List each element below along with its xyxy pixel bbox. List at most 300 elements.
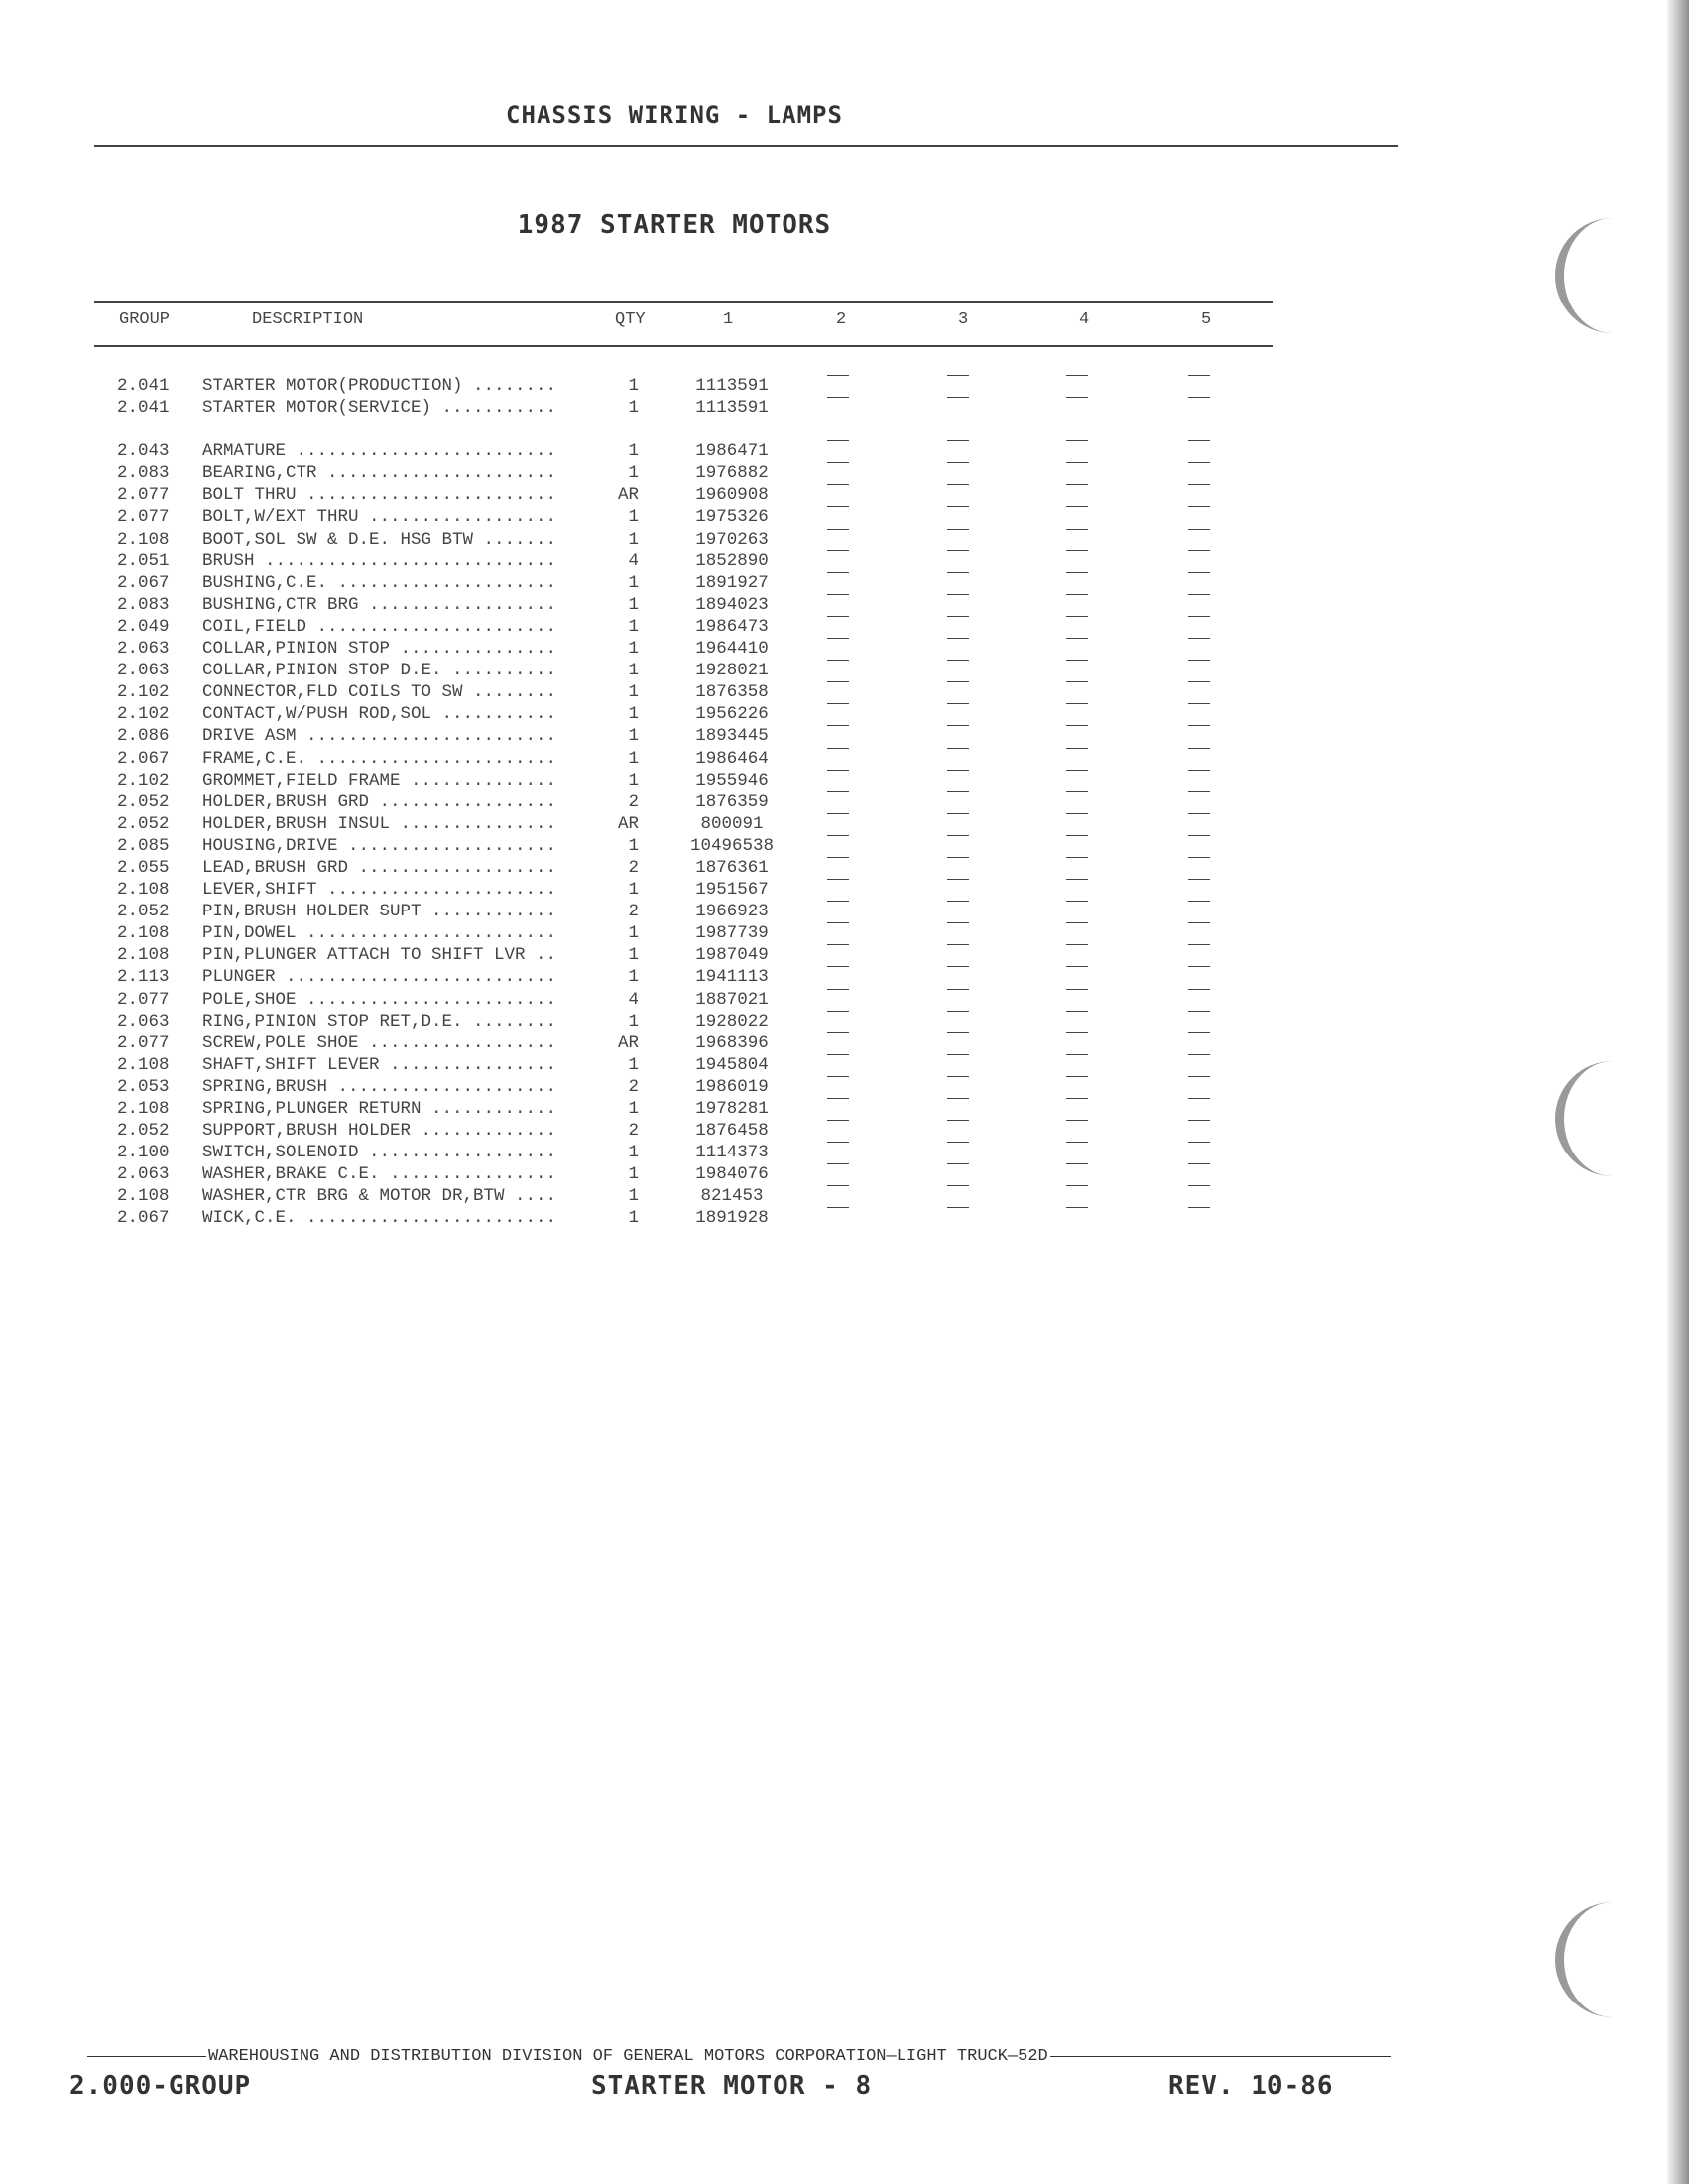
not-applicable-dash-col-3	[947, 791, 969, 792]
page-edge-shadow	[1667, 0, 1689, 2184]
not-applicable-dash-col-2	[827, 725, 849, 726]
row-description: CONNECTOR,FLD COILS TO SW ........	[202, 682, 557, 703]
not-applicable-dash-col-3	[947, 725, 969, 726]
not-applicable-dash-col-3	[947, 484, 969, 485]
row-part-number-col-1: 1968396	[695, 1032, 769, 1053]
table-top-rule	[94, 301, 1273, 303]
not-applicable-dash-col-5	[1188, 1120, 1210, 1121]
not-applicable-dash-col-4	[1066, 506, 1088, 507]
footer-section: STARTER MOTOR - 8	[591, 2071, 873, 2101]
not-applicable-dash-col-2	[827, 966, 849, 967]
row-part-number-col-1: 1955946	[695, 770, 769, 790]
row-qty: 1	[628, 770, 639, 790]
row-qty: 1	[628, 639, 639, 660]
row-part-number-col-1: 1956226	[695, 704, 769, 725]
row-qty: 4	[628, 550, 639, 571]
row-group: 2.102	[117, 682, 170, 703]
row-part-number-col-1: 1970263	[695, 529, 769, 549]
not-applicable-dash-col-3	[947, 594, 969, 595]
table-row	[0, 484, 1289, 506]
row-part-number-col-1: 1986019	[695, 1076, 769, 1097]
row-part-number-col-1: 1114373	[695, 1143, 769, 1163]
not-applicable-dash-col-2	[827, 1076, 849, 1077]
not-applicable-dash-col-2	[827, 1163, 849, 1164]
not-applicable-dash-col-4	[1066, 1120, 1088, 1121]
table-row	[0, 901, 1289, 922]
not-applicable-dash-col-2	[827, 748, 849, 749]
not-applicable-dash-col-3	[947, 1011, 969, 1012]
row-group: 2.049	[117, 616, 170, 637]
row-part-number-col-1: 1986473	[695, 616, 769, 637]
row-group: 2.052	[117, 791, 170, 812]
table-row	[0, 660, 1289, 681]
row-part-number-col-1: 1964410	[695, 639, 769, 660]
not-applicable-dash-col-5	[1188, 791, 1210, 792]
row-part-number-col-1: 1113591	[695, 376, 769, 396]
row-qty: 1	[628, 616, 639, 637]
not-applicable-dash-col-5	[1188, 725, 1210, 726]
not-applicable-dash-col-3	[947, 375, 969, 376]
not-applicable-dash-col-3	[947, 660, 969, 661]
not-applicable-dash-col-3	[947, 748, 969, 749]
not-applicable-dash-col-2	[827, 506, 849, 507]
not-applicable-dash-col-5	[1188, 572, 1210, 573]
row-description: STARTER MOTOR(SERVICE) ...........	[202, 398, 557, 419]
row-qty: 1	[628, 923, 639, 944]
not-applicable-dash-col-3	[947, 550, 969, 551]
row-qty: 1	[628, 967, 639, 988]
table-row	[0, 1163, 1289, 1185]
row-qty: AR	[617, 485, 639, 506]
not-applicable-dash-col-2	[827, 944, 849, 945]
row-qty: 1	[628, 398, 639, 419]
row-part-number-col-1: 1891927	[695, 572, 769, 593]
not-applicable-dash-col-2	[827, 462, 849, 463]
row-qty: 1	[628, 572, 639, 593]
parts-table-body	[0, 375, 1289, 1230]
row-qty: 1	[628, 507, 639, 528]
row-group: 2.102	[117, 704, 170, 725]
row-part-number-col-1: 1852890	[695, 550, 769, 571]
table-row	[0, 1120, 1289, 1142]
header-col-4: 4	[1079, 310, 1090, 329]
row-description: HOLDER,BRUSH GRD .................	[202, 791, 557, 812]
not-applicable-dash-col-2	[827, 1142, 849, 1143]
row-group: 2.051	[117, 550, 170, 571]
row-part-number-col-1: 1987049	[695, 945, 769, 966]
not-applicable-dash-col-2	[827, 1185, 849, 1186]
row-description: HOUSING,DRIVE ....................	[202, 835, 557, 856]
not-applicable-dash-col-4	[1066, 901, 1088, 902]
not-applicable-dash-col-3	[947, 1163, 969, 1164]
not-applicable-dash-col-4	[1066, 989, 1088, 990]
not-applicable-dash-col-4	[1066, 966, 1088, 967]
not-applicable-dash-col-3	[947, 1076, 969, 1077]
not-applicable-dash-col-5	[1188, 1076, 1210, 1077]
not-applicable-dash-col-5	[1188, 879, 1210, 880]
not-applicable-dash-col-5	[1188, 681, 1210, 682]
not-applicable-dash-col-4	[1066, 1011, 1088, 1012]
not-applicable-dash-col-3	[947, 1185, 969, 1186]
not-applicable-dash-col-3	[947, 989, 969, 990]
row-part-number-col-1: 1876361	[695, 857, 769, 878]
not-applicable-dash-col-5	[1188, 748, 1210, 749]
not-applicable-dash-col-5	[1188, 1142, 1210, 1143]
not-applicable-dash-col-3	[947, 616, 969, 617]
table-row	[0, 462, 1289, 484]
not-applicable-dash-col-3	[947, 770, 969, 771]
row-group: 2.108	[117, 880, 170, 901]
row-qty: 1	[628, 748, 639, 769]
not-applicable-dash-col-2	[827, 835, 849, 836]
not-applicable-dash-col-5	[1188, 1032, 1210, 1033]
table-row	[0, 1076, 1289, 1098]
not-applicable-dash-col-4	[1066, 572, 1088, 573]
row-group: 2.063	[117, 1011, 170, 1031]
row-qty: 1	[628, 835, 639, 856]
row-qty: 1	[628, 1054, 639, 1075]
not-applicable-dash-col-2	[827, 1120, 849, 1121]
row-qty: 2	[628, 857, 639, 878]
not-applicable-dash-col-3	[947, 462, 969, 463]
row-description: DRIVE ASM ........................	[202, 726, 557, 747]
row-group: 2.077	[117, 1032, 170, 1053]
table-row	[0, 1032, 1289, 1054]
header-qty: QTY	[615, 310, 646, 329]
not-applicable-dash-col-3	[947, 529, 969, 530]
row-description: PIN,BRUSH HOLDER SUPT ............	[202, 902, 557, 922]
not-applicable-dash-col-5	[1188, 922, 1210, 923]
not-applicable-dash-col-4	[1066, 1163, 1088, 1164]
row-qty: 4	[628, 989, 639, 1010]
not-applicable-dash-col-2	[827, 879, 849, 880]
row-group: 2.052	[117, 1121, 170, 1142]
table-row	[0, 550, 1289, 572]
table-header-rule	[94, 345, 1273, 347]
not-applicable-dash-col-4	[1066, 550, 1088, 551]
row-part-number-col-1: 1945804	[695, 1054, 769, 1075]
not-applicable-dash-col-2	[827, 660, 849, 661]
not-applicable-dash-col-4	[1066, 616, 1088, 617]
not-applicable-dash-col-5	[1188, 462, 1210, 463]
row-description: SCREW,POLE SHOE ..................	[202, 1032, 557, 1053]
row-description: BUSHING,C.E. .....................	[202, 572, 557, 593]
not-applicable-dash-col-5	[1188, 1011, 1210, 1012]
not-applicable-dash-col-2	[827, 529, 849, 530]
row-description: LEVER,SHIFT ......................	[202, 880, 557, 901]
not-applicable-dash-col-4	[1066, 922, 1088, 923]
row-part-number-col-1: 1960908	[695, 485, 769, 506]
footer-publisher-line	[87, 2047, 1391, 2066]
not-applicable-dash-col-5	[1188, 770, 1210, 771]
row-qty: 1	[628, 376, 639, 396]
row-qty: 1	[628, 880, 639, 901]
row-description: POLE,SHOE ........................	[202, 989, 557, 1010]
not-applicable-dash-col-4	[1066, 681, 1088, 682]
row-description: SUPPORT,BRUSH HOLDER .............	[202, 1121, 557, 1142]
row-description: COLLAR,PINION STOP ...............	[202, 639, 557, 660]
row-qty: 1	[628, 1143, 639, 1163]
row-description: FRAME,C.E. .......................	[202, 748, 557, 769]
table-row	[0, 989, 1289, 1011]
row-group: 2.067	[117, 572, 170, 593]
binder-hole-middle	[1555, 1061, 1634, 1176]
not-applicable-dash-col-3	[947, 813, 969, 814]
row-group: 2.083	[117, 463, 170, 484]
not-applicable-dash-col-4	[1066, 484, 1088, 485]
table-row	[0, 1098, 1289, 1120]
row-part-number-col-1: 1941113	[695, 967, 769, 988]
not-applicable-dash-col-2	[827, 1054, 849, 1055]
row-group: 2.063	[117, 1164, 170, 1185]
table-row	[0, 922, 1289, 944]
row-group: 2.085	[117, 835, 170, 856]
row-qty: 1	[628, 1186, 639, 1207]
row-description: SHAFT,SHIFT LEVER ................	[202, 1054, 557, 1075]
table-row	[0, 375, 1289, 397]
table-row	[0, 594, 1289, 616]
not-applicable-dash-col-4	[1066, 813, 1088, 814]
row-part-number-col-1: 1951567	[695, 880, 769, 901]
not-applicable-dash-col-3	[947, 1142, 969, 1143]
not-applicable-dash-col-3	[947, 966, 969, 967]
not-applicable-dash-col-5	[1188, 616, 1210, 617]
row-part-number-col-1: 1887021	[695, 989, 769, 1010]
row-group: 2.108	[117, 945, 170, 966]
table-row	[0, 681, 1289, 703]
row-group: 2.108	[117, 1099, 170, 1119]
row-description: BEARING,CTR ......................	[202, 463, 557, 484]
not-applicable-dash-col-3	[947, 835, 969, 836]
table-row	[0, 1142, 1289, 1163]
row-qty: 1	[628, 1011, 639, 1031]
row-group: 2.063	[117, 639, 170, 660]
row-qty: 2	[628, 1076, 639, 1097]
not-applicable-dash-col-4	[1066, 944, 1088, 945]
not-applicable-dash-col-4	[1066, 529, 1088, 530]
not-applicable-dash-col-5	[1188, 1185, 1210, 1186]
row-description: SWITCH,SOLENOID ..................	[202, 1143, 557, 1163]
not-applicable-dash-col-5	[1188, 594, 1210, 595]
not-applicable-dash-col-3	[947, 681, 969, 682]
table-row	[0, 725, 1289, 747]
not-applicable-dash-col-5	[1188, 703, 1210, 704]
row-group: 2.052	[117, 813, 170, 834]
row-description: RING,PINION STOP RET,D.E. ........	[202, 1011, 557, 1031]
not-applicable-dash-col-3	[947, 879, 969, 880]
row-qty: 2	[628, 791, 639, 812]
not-applicable-dash-col-5	[1188, 1098, 1210, 1099]
not-applicable-dash-col-5	[1188, 506, 1210, 507]
not-applicable-dash-col-3	[947, 397, 969, 398]
table-row	[0, 1207, 1289, 1229]
not-applicable-dash-col-5	[1188, 966, 1210, 967]
table-row	[0, 857, 1289, 879]
row-group: 2.108	[117, 529, 170, 549]
footer-publisher: WAREHOUSING AND DISTRIBUTION DIVISION OF GENERAL MOTORS CORPORATION—LIGHT TRUCK—52D	[208, 2047, 1048, 2066]
table-row	[0, 791, 1289, 813]
row-description: STARTER MOTOR(PRODUCTION) ........	[202, 376, 557, 396]
table-row	[0, 397, 1289, 419]
not-applicable-dash-col-5	[1188, 1054, 1210, 1055]
row-qty: 1	[628, 529, 639, 549]
row-description: COLLAR,PINION STOP D.E. ..........	[202, 661, 557, 681]
not-applicable-dash-col-4	[1066, 638, 1088, 639]
row-description: WICK,C.E. ........................	[202, 1208, 557, 1229]
not-applicable-dash-col-4	[1066, 725, 1088, 726]
not-applicable-dash-col-2	[827, 1207, 849, 1208]
not-applicable-dash-col-3	[947, 901, 969, 902]
row-part-number-col-1: 821453	[700, 1186, 764, 1207]
not-applicable-dash-col-4	[1066, 1076, 1088, 1077]
row-qty: 1	[628, 726, 639, 747]
row-qty: 1	[628, 704, 639, 725]
not-applicable-dash-col-2	[827, 616, 849, 617]
row-group: 2.077	[117, 989, 170, 1010]
not-applicable-dash-col-5	[1188, 375, 1210, 376]
not-applicable-dash-col-4	[1066, 440, 1088, 441]
header-col-2: 2	[836, 310, 847, 329]
row-group: 2.052	[117, 902, 170, 922]
table-row	[0, 1185, 1289, 1207]
not-applicable-dash-col-3	[947, 1120, 969, 1121]
not-applicable-dash-col-3	[947, 1098, 969, 1099]
table-row	[0, 638, 1289, 660]
row-description: HOLDER,BRUSH INSUL ...............	[202, 813, 557, 834]
row-part-number-col-1: 1928022	[695, 1011, 769, 1031]
row-part-number-col-1: 1978281	[695, 1099, 769, 1119]
row-description: BRUSH ............................	[202, 550, 557, 571]
footer-group: 2.000-GROUP	[69, 2071, 252, 2101]
row-qty: 1	[628, 463, 639, 484]
row-group: 2.077	[117, 485, 170, 506]
row-group: 2.067	[117, 748, 170, 769]
header-col-1: 1	[723, 310, 734, 329]
row-qty: 1	[628, 1208, 639, 1229]
not-applicable-dash-col-5	[1188, 901, 1210, 902]
row-part-number-col-1: 1966923	[695, 902, 769, 922]
table-row	[0, 879, 1289, 901]
row-description: SPRING,PLUNGER RETURN ............	[202, 1099, 557, 1119]
not-applicable-dash-col-4	[1066, 1185, 1088, 1186]
binder-hole-top	[1555, 218, 1634, 333]
row-group: 2.041	[117, 398, 170, 419]
row-description: WASHER,CTR BRG & MOTOR DR,BTW ....	[202, 1186, 557, 1207]
not-applicable-dash-col-3	[947, 1032, 969, 1033]
section-title: 1987 STARTER MOTORS	[517, 210, 832, 240]
not-applicable-dash-col-5	[1188, 440, 1210, 441]
not-applicable-dash-col-5	[1188, 484, 1210, 485]
row-part-number-col-1: 1928021	[695, 661, 769, 681]
row-group: 2.083	[117, 594, 170, 615]
binder-hole-bottom	[1555, 1902, 1634, 2017]
not-applicable-dash-col-4	[1066, 462, 1088, 463]
not-applicable-dash-col-2	[827, 550, 849, 551]
row-part-number-col-1: 1984076	[695, 1164, 769, 1185]
not-applicable-dash-col-4	[1066, 835, 1088, 836]
row-description: COIL,FIELD .......................	[202, 616, 557, 637]
not-applicable-dash-col-5	[1188, 813, 1210, 814]
row-group: 2.108	[117, 1054, 170, 1075]
not-applicable-dash-col-2	[827, 572, 849, 573]
table-row	[0, 506, 1289, 528]
not-applicable-dash-col-4	[1066, 660, 1088, 661]
not-applicable-dash-col-3	[947, 944, 969, 945]
not-applicable-dash-col-4	[1066, 1054, 1088, 1055]
not-applicable-dash-col-2	[827, 901, 849, 902]
not-applicable-dash-col-5	[1188, 835, 1210, 836]
not-applicable-dash-col-4	[1066, 770, 1088, 771]
not-applicable-dash-col-2	[827, 638, 849, 639]
footer-rule-left	[87, 2056, 206, 2057]
row-description: BUSHING,CTR BRG ..................	[202, 594, 557, 615]
not-applicable-dash-col-2	[827, 397, 849, 398]
row-part-number-col-1: 1894023	[695, 594, 769, 615]
table-row	[0, 1054, 1289, 1076]
not-applicable-dash-col-4	[1066, 1098, 1088, 1099]
row-group: 2.102	[117, 770, 170, 790]
title-rule	[94, 145, 1398, 147]
not-applicable-dash-col-2	[827, 922, 849, 923]
row-description: CONTACT,W/PUSH ROD,SOL ...........	[202, 704, 557, 725]
not-applicable-dash-col-2	[827, 681, 849, 682]
row-part-number-col-1: 1876358	[695, 682, 769, 703]
row-description: PLUNGER ..........................	[202, 967, 557, 988]
not-applicable-dash-col-2	[827, 375, 849, 376]
row-description: GROMMET,FIELD FRAME ..............	[202, 770, 557, 790]
row-qty: 1	[628, 945, 639, 966]
row-part-number-col-1: 1975326	[695, 507, 769, 528]
page-title: CHASSIS WIRING - LAMPS	[506, 101, 843, 129]
not-applicable-dash-col-4	[1066, 748, 1088, 749]
not-applicable-dash-col-5	[1188, 1207, 1210, 1208]
not-applicable-dash-col-3	[947, 703, 969, 704]
row-description: BOLT,W/EXT THRU ..................	[202, 507, 557, 528]
not-applicable-dash-col-2	[827, 989, 849, 990]
not-applicable-dash-col-5	[1188, 944, 1210, 945]
not-applicable-dash-col-2	[827, 770, 849, 771]
table-row	[0, 944, 1289, 966]
row-qty: AR	[617, 1032, 639, 1053]
header-description: DESCRIPTION	[252, 310, 364, 329]
row-part-number-col-1: 1893445	[695, 726, 769, 747]
header-col-3: 3	[958, 310, 969, 329]
row-description: ARMATURE .........................	[202, 441, 557, 462]
row-qty: 1	[628, 441, 639, 462]
table-row	[0, 748, 1289, 770]
not-applicable-dash-col-3	[947, 922, 969, 923]
not-applicable-dash-col-5	[1188, 550, 1210, 551]
row-description: PIN,PLUNGER ATTACH TO SHIFT LVR ..	[202, 945, 557, 966]
row-qty: 1	[628, 594, 639, 615]
not-applicable-dash-col-4	[1066, 1207, 1088, 1208]
not-applicable-dash-col-4	[1066, 594, 1088, 595]
not-applicable-dash-col-2	[827, 813, 849, 814]
not-applicable-dash-col-2	[827, 440, 849, 441]
not-applicable-dash-col-5	[1188, 1163, 1210, 1164]
not-applicable-dash-col-2	[827, 1032, 849, 1033]
row-group: 2.067	[117, 1208, 170, 1229]
table-row	[0, 1011, 1289, 1032]
row-qty: 2	[628, 1121, 639, 1142]
row-group: 2.041	[117, 376, 170, 396]
table-row	[0, 440, 1289, 462]
row-group: 2.108	[117, 923, 170, 944]
table-row	[0, 616, 1289, 638]
not-applicable-dash-col-4	[1066, 397, 1088, 398]
table-row	[0, 703, 1289, 725]
row-group: 2.053	[117, 1076, 170, 1097]
